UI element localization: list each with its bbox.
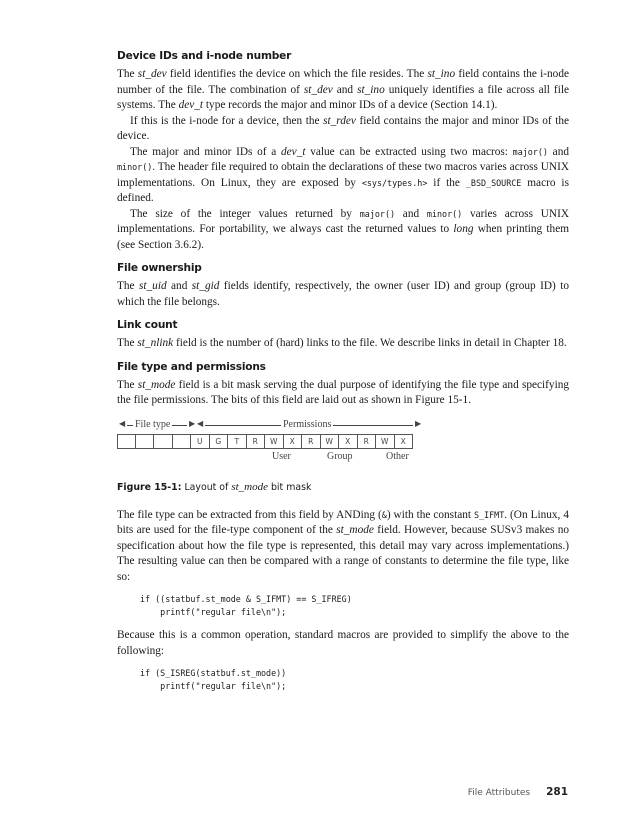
bit-cell: U — [191, 434, 210, 449]
para-device-3: The major and minor IDs of a dev_t value can be extracted using two macros: major() and minor(). The header file required to obtain the declarations of these two macros varies across UNIX implementations. On Linux, they are exposed by <sys/types.h> if the _BSD_SOURCE macro is defined. — [117, 145, 569, 204]
section-file-type — [117, 361, 569, 693]
page-body — [117, 50, 569, 702]
para-file-type-2: The file type can be extracted from this field by ANDing (&) with the constant S_IFMT. (On Linux, 4 bits are used for the file-type component of the st_mode field. However, because SUSv3 makes no specification about how the file type is represented, this detail may vary across implementations.) The resulting value can then be compared with a range of constants to determine the file type, like so: — [117, 508, 569, 583]
figure-caption: Figure 15-1: Layout of st_mode bit mask — [117, 480, 312, 493]
bit-cell: X — [339, 434, 358, 449]
figure-st-mode — [117, 419, 569, 475]
bit-cell: X — [284, 434, 303, 449]
bit-cell: T — [228, 434, 247, 449]
label-user: User — [272, 450, 291, 462]
bit-cell: W — [321, 434, 340, 449]
para-file-type-3: Because this is a common operation, standard macros are provided to simplify the above to the following: — [117, 629, 569, 657]
bit-cell: W — [376, 434, 395, 449]
page-footer — [468, 786, 568, 798]
para-device-2: If this is the i-node for a device, then the st_rdev field contains the major and minor IDs of the device. — [117, 114, 569, 142]
bit-cell — [117, 434, 136, 449]
code-block-2: if (S_ISREG(statbuf.st_mode)) printf("regular file\n"); — [140, 668, 287, 691]
code-block-1: if ((statbuf.st_mode & S_IFMT) == S_IFREG) printf("regular file\n"); — [140, 594, 352, 617]
bit-cell — [136, 434, 155, 449]
footer-chapter-title: File Attributes — [467, 788, 531, 798]
heading-link-count: Link count — [117, 319, 178, 331]
bit-cell — [154, 434, 173, 449]
label-permissions: Permissions — [283, 418, 332, 430]
page-number: 281 — [546, 786, 568, 798]
bit-cell: R — [358, 434, 377, 449]
bit-cell: W — [265, 434, 284, 449]
section-link-count — [117, 319, 569, 352]
label-other: Other — [386, 450, 409, 462]
bit-row — [117, 434, 569, 449]
heading-ownership: File ownership — [117, 262, 202, 274]
bit-cell — [173, 434, 192, 449]
bit-cell: G — [210, 434, 229, 449]
label-file-type: File type — [135, 418, 171, 430]
heading-file-type: File type and permissions — [117, 360, 266, 373]
para-file-type-1: The st_mode field is a bit mask serving the dual purpose of identifying the file type and specifying the file permissions. The bits of this field are laid out as shown in Figure 15-1. — [117, 378, 570, 406]
para-ownership: The st_uid and st_gid fields identify, respectively, the owner (user ID) and group (group ID) to which the file belongs. — [117, 280, 569, 308]
para-device-4: The size of the integer values returned by major() and minor() varies across UNIX implementations. For portability, we always cast the returned values to long when printing them (see Section 3.6.2). — [117, 207, 569, 251]
para-link-count: The st_nlink field is the number of (hard) links to the file. We describe links in detail in Chapter 18. — [117, 337, 567, 349]
para-device-1: The st_dev field identifies the device on which the file resides. The st_ino field contains the i-node number of the file. The combination of st_dev and st_ino uniquely identifies a file across all file systems. The dev_t type records the major and minor IDs of a device (Section 14.1). — [117, 68, 569, 111]
section-device-ids — [117, 50, 569, 253]
bit-cell: R — [247, 434, 266, 449]
bit-cell: X — [395, 434, 414, 449]
section-ownership — [117, 262, 569, 310]
bit-cell: R — [302, 434, 321, 449]
permission-group-labels — [117, 449, 569, 463]
figure-top-labels: ◀ File type ▶ ◀ Permissions ▶ — [119, 418, 422, 430]
heading-device-ids: Device IDs and i-node number — [117, 50, 292, 62]
label-group: Group — [327, 450, 353, 462]
